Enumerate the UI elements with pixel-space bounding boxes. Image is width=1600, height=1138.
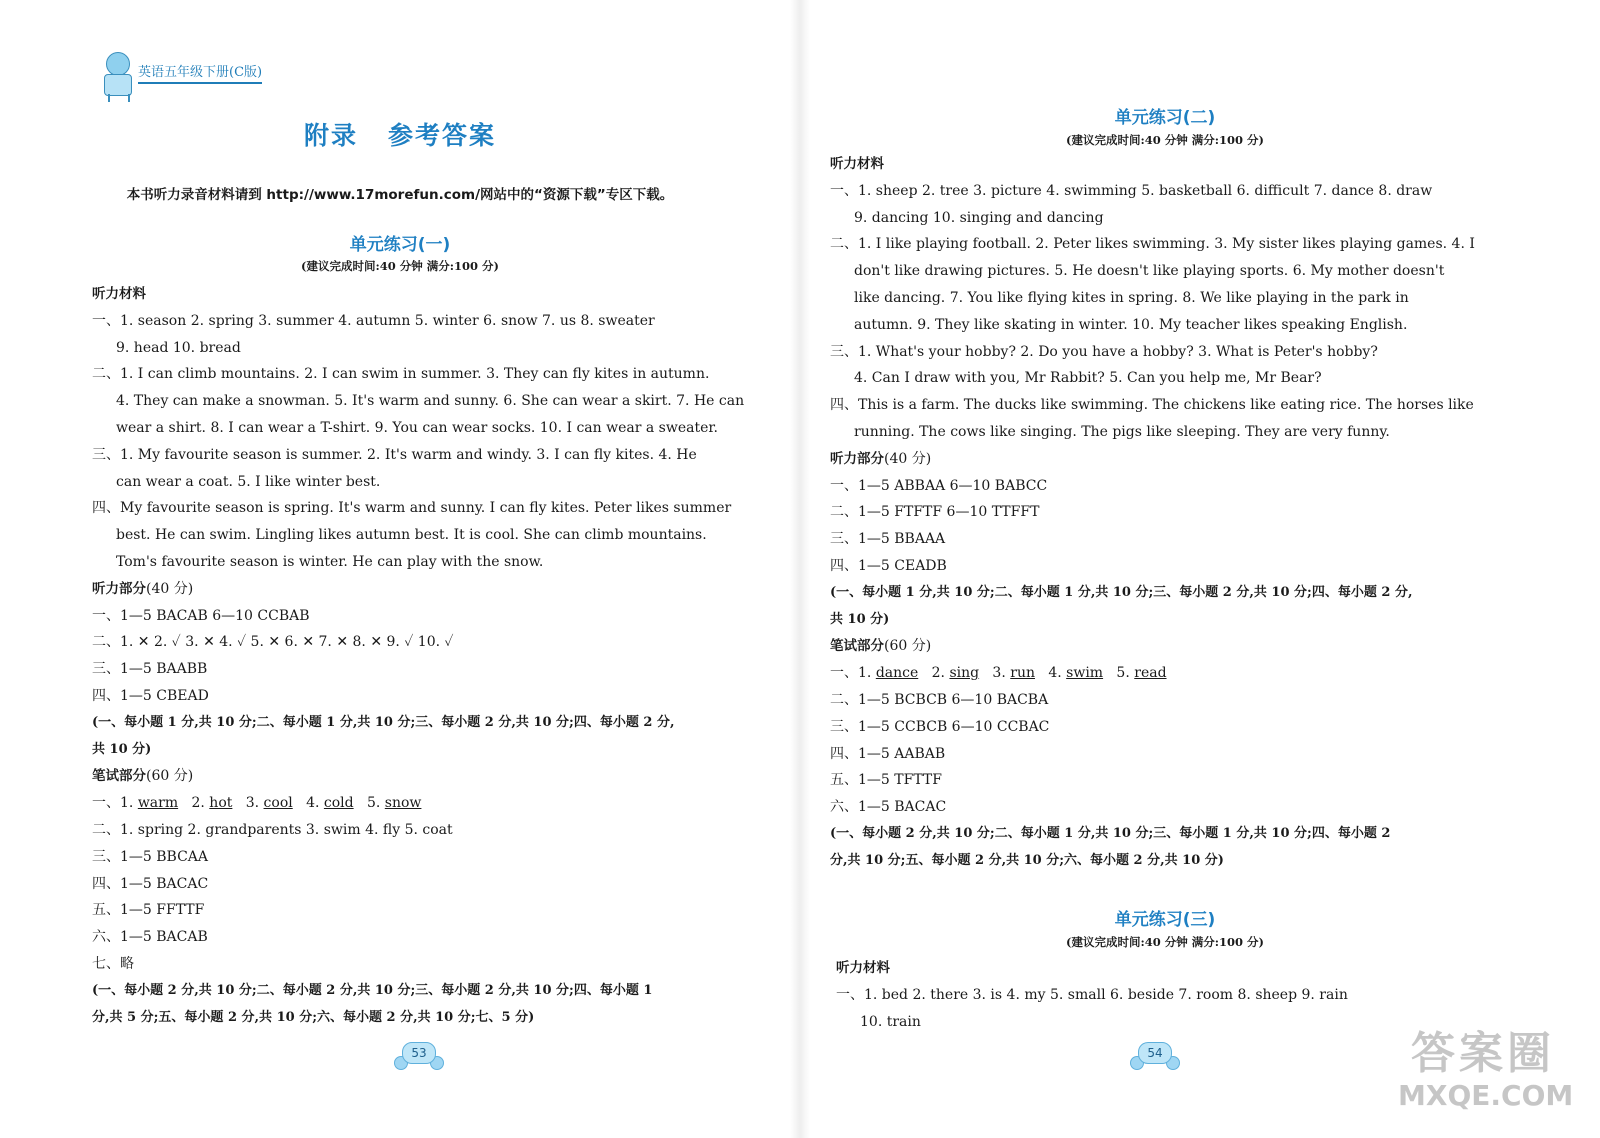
- book-label: 英语五年级下册(C版): [138, 61, 262, 84]
- section-score: (40 分): [884, 450, 932, 467]
- answer-word: snow: [384, 795, 422, 812]
- unit3-content: [836, 955, 1526, 1035]
- section-heading: 听力材料: [92, 286, 146, 302]
- section-heading: 笔试部分: [830, 638, 884, 655]
- answer-line: 三、1—5 BBCAA: [92, 848, 209, 865]
- section-heading: 听力材料: [836, 960, 890, 976]
- item-prefix: 一、1.: [830, 665, 876, 682]
- section-heading-row: [92, 576, 782, 603]
- text-line: 三、1. What's your hobby? 2. Do you have a hobby? 3. What is Peter's hobby?: [830, 343, 1378, 360]
- answer-word: sing: [949, 665, 980, 682]
- text-line: best. He can swim. Lingling likes autumn best. It is cool. She can climb mountains.: [116, 527, 707, 544]
- section-heading: 笔试部分: [92, 768, 146, 785]
- page-number-right: [1130, 1040, 1178, 1070]
- answer-line: 一、1—5 ABBAA 6—10 BABCC: [830, 477, 1048, 494]
- text-line: 4. Can I draw with you, Mr Rabbit? 5. Can you help me, Mr Bear?: [854, 370, 1322, 387]
- answer-word: hot: [209, 795, 233, 812]
- right-page: [800, 0, 1600, 1138]
- unit2-content: [830, 151, 1530, 875]
- answer-key-label: 参考答案: [388, 121, 497, 150]
- answer-line: 二、1. spring 2. grandparents 3. swim 4. fly 5. coat: [92, 821, 453, 838]
- answer-line: 五、1—5 FFTTF: [92, 902, 205, 919]
- section-heading: 听力部分: [830, 450, 884, 467]
- answer-line: 一、1. warm 2. hot 3. cool 4. cold 5. snow: [92, 795, 422, 812]
- appendix-label: 附录: [303, 121, 358, 150]
- unit1-title: 单元练习(一): [349, 235, 451, 255]
- answer-word: swim: [1066, 665, 1104, 682]
- page-number-text: 54: [1138, 1042, 1172, 1064]
- unit1-content: [92, 281, 782, 1031]
- answer-line: 三、1—5 BAABB: [92, 661, 208, 678]
- section-score: (60 分): [884, 638, 932, 655]
- unit2-subtitle: (建议完成时间:40 分钟 满分:100 分): [1066, 133, 1264, 147]
- watermark-title: 答案圈: [1411, 1028, 1555, 1079]
- answer-word: warm: [137, 795, 179, 812]
- section-score: (60 分): [146, 768, 194, 785]
- text-line: Tom's favourite season is winter. He can play with the snow.: [116, 553, 544, 570]
- answer-line: 六、1—5 BACAC: [830, 799, 947, 816]
- unit2-title: 单元练习(二): [1114, 108, 1216, 128]
- answer-line: 三、1—5 CCBCB 6—10 CCBAC: [830, 718, 1050, 735]
- text-line: 一、1. sheep 2. tree 3. picture 4. swimming 5. basketball 6. difficult 7. dance 8. draw: [830, 182, 1433, 199]
- section-score: (40 分): [146, 580, 194, 597]
- text-line: wear a shirt. 8. I can wear a T-shirt. 9. You can wear socks. 10. I can wear a sweater.: [116, 419, 718, 436]
- text-line: running. The cows like singing. The pigs like sleeping. They are very funny.: [854, 423, 1390, 440]
- section-heading: 听力材料: [830, 156, 884, 172]
- score-note: (一、每小题 1 分,共 10 分;二、每小题 1 分,共 10 分;三、每小题 2 分,共 10 分;四、每小题 2 分,: [92, 714, 675, 730]
- text-line: 4. They can make a snowman. 5. It's warm and sunny. 6. She can wear a skirt. 7. He can: [116, 393, 745, 410]
- page-number-text: 53: [402, 1042, 436, 1064]
- answer-word: dance: [875, 665, 919, 682]
- score-note: (一、每小题 2 分,共 10 分;二、每小题 1 分,共 10 分;三、每小题 1 分,共 10 分;四、每小题 2: [830, 825, 1391, 841]
- text-line: can wear a coat. 5. I like winter best.: [116, 473, 381, 490]
- appendix-title: [0, 116, 800, 152]
- text-line: 一、1. season 2. spring 3. summer 4. autumn 5. winter 6. snow 7. us 8. sweater: [92, 312, 655, 329]
- answer-line: 二、1. ✕ 2. ✓ 3. ✕ 4. ✓ 5. ✕ 6. ✕ 7. ✕ 8. ✕ 9. ✓ 10. ✓: [92, 634, 454, 651]
- score-note: 分,共 5 分;五、每小题 2 分,共 10 分;六、每小题 2 分,共 10 分;七、5 分): [92, 1009, 535, 1025]
- unit3-title: 单元练习(三): [1114, 910, 1216, 930]
- text-line: 二、1. I can climb mountains. 2. I can swim in summer. 3. They can fly kites in autumn.: [92, 366, 710, 383]
- download-notice: 本书听力录音材料请到 http://www.17morefun.com/网站中的“资源下载”专区下载。: [126, 187, 674, 203]
- watermark-url: MXQE.COM: [1398, 1079, 1574, 1112]
- text-line: 9. dancing 10. singing and dancing: [854, 209, 1104, 226]
- score-note: 共 10 分): [92, 741, 152, 757]
- section-heading-row: [830, 446, 1530, 473]
- answer-word: read: [1134, 665, 1167, 682]
- section-heading: 听力部分: [92, 580, 146, 597]
- answer-line: 一、1. dance 2. sing 3. run 4. swim 5. read: [830, 665, 1167, 682]
- page-number-left: [394, 1040, 442, 1070]
- unit1-subtitle: (建议完成时间:40 分钟 满分:100 分): [301, 259, 499, 273]
- score-note: (一、每小题 1 分,共 10 分;二、每小题 1 分,共 10 分;三、每小题 2 分,共 10 分;四、每小题 2 分,: [830, 584, 1413, 600]
- unit3-subtitle: (建议完成时间:40 分钟 满分:100 分): [1066, 935, 1264, 949]
- answer-line: 四、1—5 AABAB: [830, 745, 946, 762]
- answer-line: 四、1—5 CBEAD: [92, 687, 209, 704]
- text-line: autumn. 9. They like skating in winter. 10. My teacher likes speaking English.: [854, 316, 1408, 333]
- answer-line: 二、1—5 FTFTF 6—10 TTFFT: [830, 504, 1040, 521]
- text-line: 二、1. I like playing football. 2. Peter likes swimming. 3. My sister likes playing games. 4. I: [830, 236, 1475, 253]
- text-line: 9. head 10. bread: [116, 339, 241, 356]
- book-header: [102, 46, 262, 102]
- answer-line: 二、1—5 BCBCB 6—10 BACBA: [830, 691, 1049, 708]
- text-line: don't like drawing pictures. 5. He doesn't like playing sports. 6. My mother doesn't: [854, 263, 1445, 280]
- answer-word: run: [1010, 665, 1035, 682]
- answer-word: cold: [323, 795, 354, 812]
- answer-word: cool: [263, 795, 293, 812]
- answer-line: 六、1—5 BACAB: [92, 929, 208, 946]
- text-line: 四、This is a farm. The ducks like swimming. The chickens like eating rice. The horses like: [830, 397, 1474, 414]
- answer-line: 一、1—5 BACAB 6—10 CCBAB: [92, 607, 310, 624]
- item-prefix: 一、1.: [92, 795, 138, 812]
- text-line: 10. train: [860, 1013, 921, 1030]
- answer-line: 四、1—5 CEADB: [830, 557, 947, 574]
- section-heading-row: [830, 633, 1530, 660]
- answer-line: 五、1—5 TFTTF: [830, 772, 942, 789]
- score-note: 分,共 10 分;五、每小题 2 分,共 10 分;六、每小题 2 分,共 10 分): [830, 852, 1224, 868]
- answer-line: 三、1—5 BBAAA: [830, 531, 946, 548]
- section-heading-row: [92, 763, 782, 790]
- mascot-icon: [102, 52, 132, 102]
- text-line: like dancing. 7. You like flying kites in spring. 8. We like playing in the park in: [854, 289, 1409, 306]
- score-note: 共 10 分): [830, 611, 890, 627]
- site-watermark: [1398, 1028, 1574, 1120]
- answer-line: 七、略: [92, 955, 134, 972]
- answer-line: 四、1—5 BACAC: [92, 875, 209, 892]
- score-note: (一、每小题 2 分,共 10 分;二、每小题 2 分,共 10 分;三、每小题 2 分,共 10 分;四、每小题 1: [92, 982, 653, 998]
- text-line: 四、My favourite season is spring. It's warm and sunny. I can fly kites. Peter likes summer: [92, 500, 732, 517]
- text-line: 三、1. My favourite season is summer. 2. It's warm and windy. 3. I can fly kites. 4. He: [92, 446, 697, 463]
- text-line: 一、1. bed 2. there 3. is 4. my 5. small 6. beside 7. room 8. sheep 9. rain: [836, 986, 1348, 1003]
